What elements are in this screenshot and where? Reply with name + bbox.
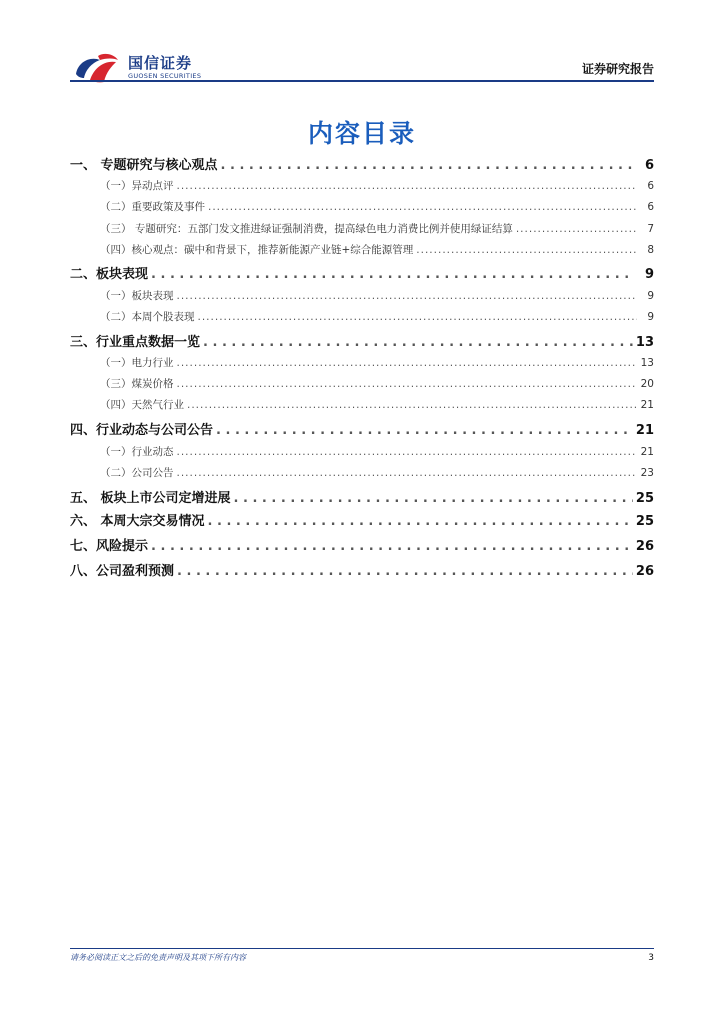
- toc-entry-page: 9: [647, 290, 654, 302]
- toc-dot-leader: [177, 564, 633, 579]
- footer-disclaimer: 请务必阅读正文之后的免责声明及其项下所有内容: [70, 953, 246, 962]
- toc-entry-page: 25: [635, 514, 654, 529]
- toc-section-entry[interactable]: [70, 510, 654, 529]
- toc-dot-leader: [151, 267, 633, 282]
- toc-subsection-entry[interactable]: [70, 444, 654, 459]
- toc-dot-leader: [221, 158, 633, 173]
- page-header: [0, 0, 724, 90]
- toc-entry-page: 13: [640, 357, 654, 369]
- toc-subsection-entry[interactable]: [70, 221, 654, 236]
- toc-entry-label: 六、 本周大宗交易情况: [70, 514, 205, 529]
- toc-dot-leader: [177, 290, 638, 302]
- toc-subsection-entry[interactable]: [70, 355, 654, 370]
- toc-dot-leader: [177, 467, 638, 479]
- toc-subsection-entry[interactable]: [70, 309, 654, 324]
- toc-entry-page: 6: [647, 180, 654, 192]
- toc-subsection-entry[interactable]: [70, 397, 654, 412]
- toc-dot-leader: [208, 201, 637, 213]
- toc-entry-page: 26: [635, 564, 654, 579]
- toc-subsection-entry[interactable]: [70, 288, 654, 303]
- toc-dot-leader: [216, 423, 633, 438]
- toc-entry-label: （一）异动点评: [100, 180, 174, 192]
- toc-entry-label: （一）行业动态: [100, 446, 174, 458]
- toc-dot-leader: [208, 514, 633, 529]
- toc-dot-leader: [187, 399, 637, 411]
- toc-entry-page: 6: [647, 201, 654, 213]
- report-type-label: 证券研究报告: [581, 62, 654, 76]
- toc-section-entry[interactable]: [70, 154, 654, 173]
- toc-entry-page: 26: [635, 539, 654, 554]
- toc-entry-page: 6: [644, 158, 654, 173]
- toc-entry-label: （二）公司公告: [100, 467, 174, 479]
- toc-dot-leader: [177, 357, 638, 369]
- brand-name-english: GUOSEN SECURITIES: [128, 72, 202, 80]
- toc-section-entry[interactable]: [70, 560, 654, 579]
- toc-entry-label: （一）板块表现: [100, 290, 174, 302]
- toc-entry-label: （四）核心观点：碳中和背景下，推荐新能源产业链+综合能源管理: [100, 244, 414, 256]
- toc-dot-leader: [198, 311, 638, 323]
- toc-entry-label: （四）天然气行业: [100, 399, 184, 411]
- toc-entry-label: （三） 专题研究：五部门发文推进绿证强制消费，提高绿色电力消费比例并使用绿证结算: [100, 223, 513, 235]
- toc-section-entry[interactable]: [70, 263, 654, 282]
- toc-entry-page: 25: [635, 491, 654, 506]
- toc-section-entry[interactable]: [70, 535, 654, 554]
- toc-entry-label: （三）煤炭价格: [100, 378, 174, 390]
- toc-entry-page: 21: [640, 446, 654, 458]
- toc-entry-page: 9: [644, 267, 654, 282]
- header-divider: [70, 80, 654, 82]
- toc-entry-label: （一）电力行业: [100, 357, 174, 369]
- toc-entry-label: （二）本周个股表现: [100, 311, 195, 323]
- toc-section-entry[interactable]: [70, 419, 654, 438]
- toc-entry-label: 八、公司盈利预测: [70, 564, 175, 579]
- toc-entry-page: 20: [640, 378, 654, 390]
- toc-section-entry[interactable]: [70, 487, 654, 506]
- footer-divider: [70, 948, 654, 949]
- toc-entry-label: 七、风险提示: [70, 539, 149, 554]
- toc-subsection-entry[interactable]: [70, 376, 654, 391]
- toc-dot-leader: [177, 378, 638, 390]
- toc-subsection-entry[interactable]: [70, 199, 654, 214]
- toc-dot-leader: [203, 335, 633, 350]
- toc-entry-page: 21: [635, 423, 654, 438]
- toc-dot-leader: [177, 180, 638, 192]
- toc-subsection-entry[interactable]: [70, 242, 654, 257]
- toc-dot-leader: [416, 244, 637, 256]
- toc-entry-label: 一、 专题研究与核心观点: [70, 158, 218, 173]
- toc-dot-leader: [177, 446, 638, 458]
- toc-dot-leader: [516, 223, 637, 235]
- toc-entry-page: 9: [647, 311, 654, 323]
- toc-entry-label: 四、行业动态与公司公告: [70, 423, 214, 438]
- toc-entry-label: 三、行业重点数据一览: [70, 335, 201, 350]
- toc-entry-page: 13: [635, 335, 654, 350]
- page-title: 内容目录: [307, 119, 416, 148]
- toc-entry-page: 21: [640, 399, 654, 411]
- toc-dot-leader: [151, 539, 633, 554]
- toc-dot-leader: [234, 491, 633, 506]
- toc-section-entry[interactable]: [70, 331, 654, 350]
- toc-entry-label: （二）重要政策及事件: [100, 201, 205, 213]
- toc-subsection-entry[interactable]: [70, 178, 654, 193]
- toc-subsection-entry[interactable]: [70, 465, 654, 480]
- brand-name: 国信证券: [128, 54, 193, 72]
- toc-entry-label: 二、板块表现: [70, 267, 149, 282]
- page-number: 3: [648, 953, 654, 963]
- toc-entry-page: 23: [640, 467, 654, 479]
- toc-entry-page: 7: [647, 223, 654, 235]
- toc-entry-label: 五、 板块上市公司定增进展: [70, 491, 231, 506]
- toc-entry-page: 8: [647, 244, 654, 256]
